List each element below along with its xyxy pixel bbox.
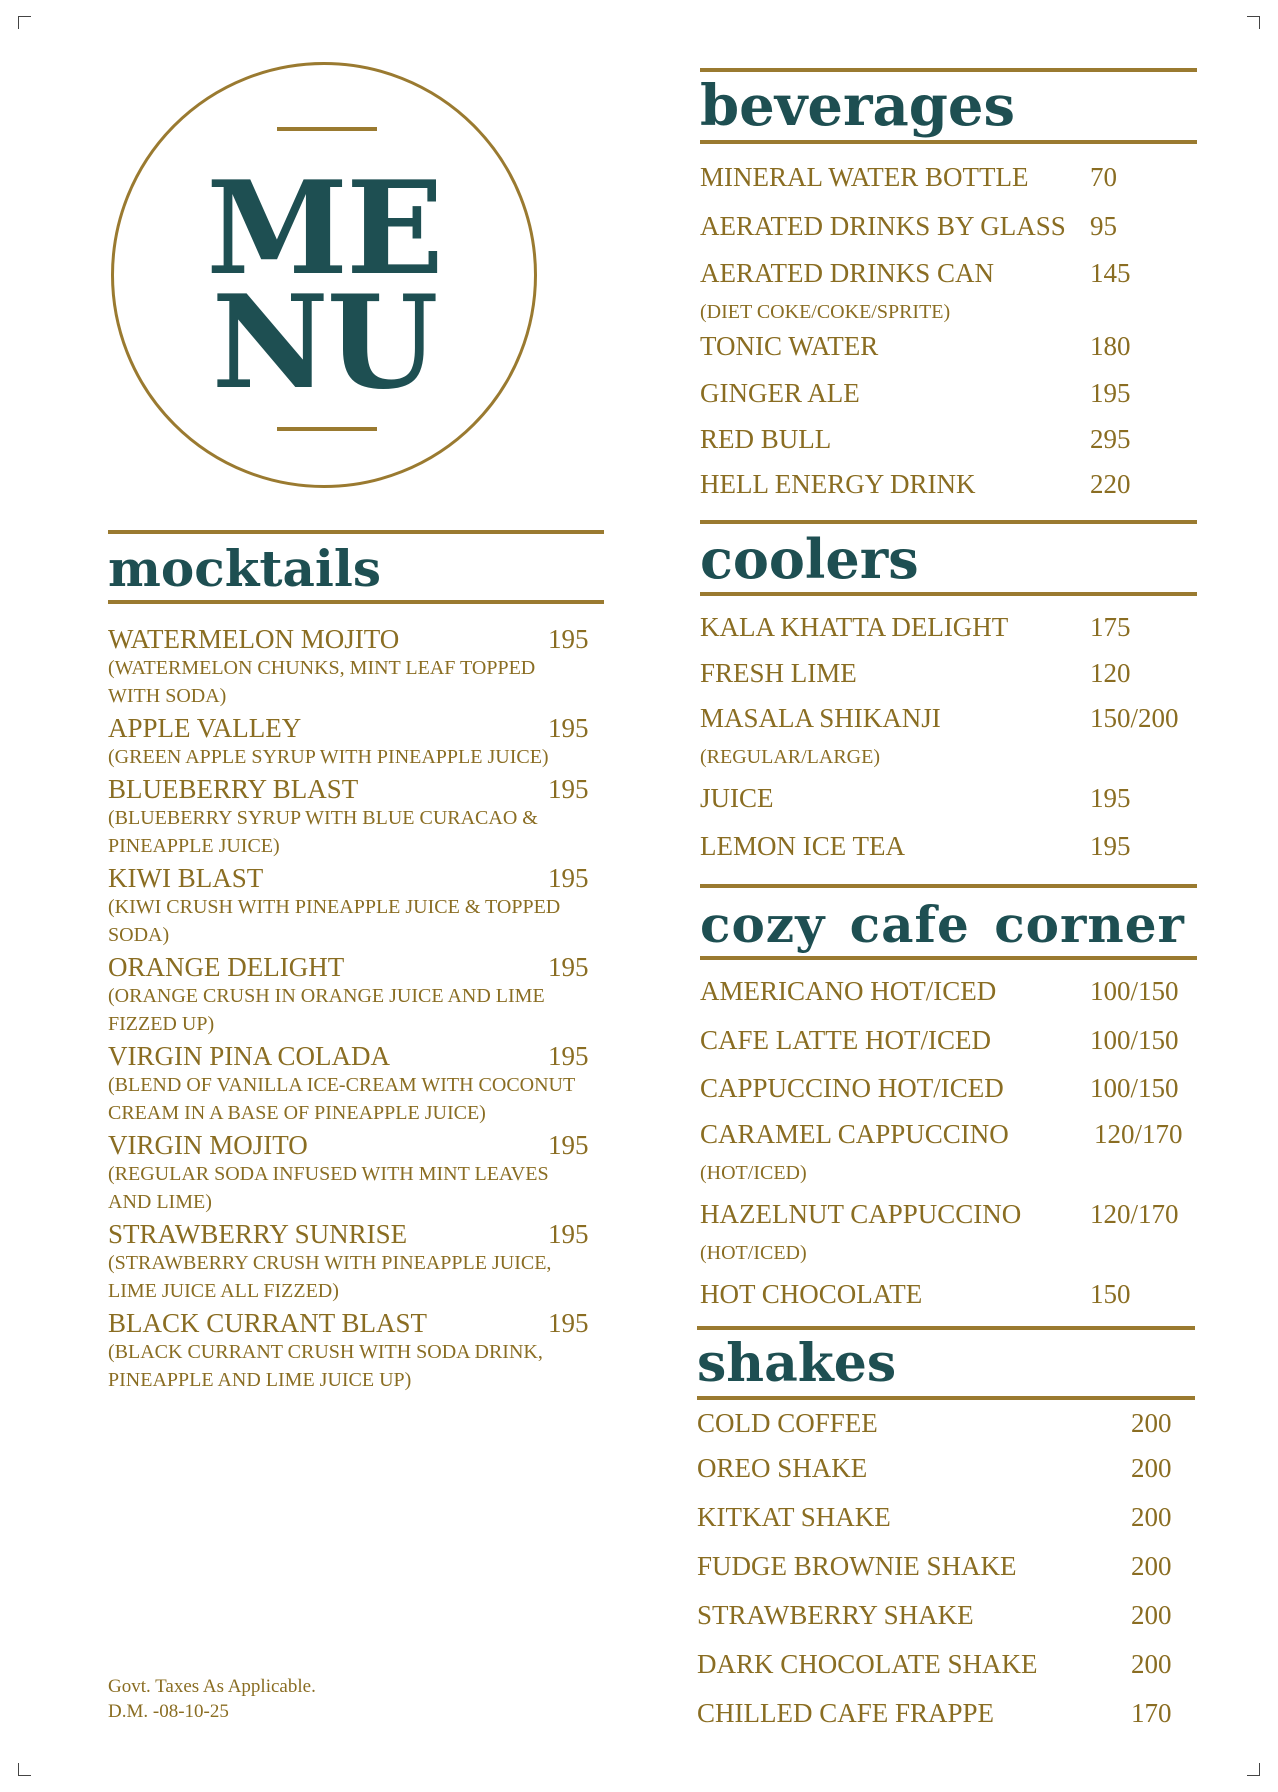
item-description: (REGULAR SODA INFUSED WITH MINT LEAVES	[108, 1163, 549, 1185]
item-name: STRAWBERRY SUNRISE	[108, 1219, 408, 1249]
item-description: (HOT/ICED)	[700, 1242, 807, 1264]
item-description: (DIET COKE/COKE/SPRITE)	[700, 301, 951, 323]
item-price: 220	[1090, 469, 1131, 499]
item-description: (BLUEBERRY SYRUP WITH BLUE CURACAO &	[108, 807, 538, 829]
item-description: WITH SODA)	[108, 685, 227, 707]
section-header	[700, 68, 1197, 144]
item-price: 180	[1090, 331, 1131, 361]
item-name: CHILLED CAFE FRAPPE	[697, 1698, 995, 1728]
item-description: FIZZED UP)	[108, 1013, 215, 1035]
item-price: 100/150	[1090, 1073, 1179, 1103]
item-price: 195	[548, 863, 589, 893]
section-title: mocktails	[108, 539, 381, 598]
item-price: 195	[548, 713, 589, 743]
item-price: 200	[1131, 1600, 1172, 1630]
item-price: 120/170	[1090, 1199, 1179, 1229]
item-price: 195	[1090, 831, 1131, 861]
item-name: HAZELNUT CAPPUCCINO	[700, 1199, 1022, 1229]
item-description: SODA)	[108, 924, 170, 946]
crop-mark	[18, 1763, 31, 1776]
item-price: 150	[1090, 1279, 1131, 1309]
item-description: (REGULAR/LARGE)	[700, 746, 880, 768]
item-price: 195	[548, 1219, 589, 1249]
item-price: 70	[1090, 162, 1117, 192]
item-description: CREAM IN A BASE OF PINEAPPLE JUICE)	[108, 1102, 486, 1124]
item-name: KALA KHATTA DELIGHT	[700, 612, 1009, 642]
item-price: 200	[1131, 1408, 1172, 1438]
item-name: FUDGE BROWNIE SHAKE	[697, 1551, 1017, 1581]
item-description: PINEAPPLE AND LIME JUICE UP)	[108, 1369, 412, 1391]
item-description: LIME JUICE ALL FIZZED)	[108, 1280, 339, 1302]
item-name: ORANGE DELIGHT	[108, 952, 345, 982]
item-price: 145	[1090, 258, 1131, 288]
mocktails-section	[108, 530, 604, 1391]
item-price: 200	[1131, 1551, 1172, 1581]
item-price: 195	[548, 1130, 589, 1160]
item-name: AERATED DRINKS CAN	[700, 258, 995, 288]
item-name: DARK CHOCOLATE SHAKE	[697, 1649, 1038, 1679]
item-price: 150/200	[1090, 703, 1179, 733]
item-name: BLUEBERRY BLAST	[108, 774, 359, 804]
section-title: cozy cafe corner	[700, 895, 1185, 954]
item-name: CAPPUCCINO HOT/ICED	[700, 1073, 1004, 1103]
date-code: D.M. -08-10-25	[108, 1701, 229, 1722]
item-description: (BLEND OF VANILLA ICE-CREAM WITH COCONUT	[108, 1074, 576, 1096]
section-title: shakes	[697, 1333, 897, 1394]
item-price: 195	[1090, 783, 1131, 813]
item-price: 195	[1090, 378, 1131, 408]
item-price: 120	[1090, 658, 1131, 688]
item-name: MASALA SHIKANJI	[700, 703, 941, 733]
item-price: 100/150	[1090, 976, 1179, 1006]
item-description: AND LIME)	[108, 1191, 212, 1213]
item-name: HOT CHOCOLATE	[700, 1279, 923, 1309]
coolers-section	[700, 520, 1197, 861]
item-name: APPLE VALLEY	[108, 713, 302, 743]
item-name: JUICE	[700, 783, 774, 813]
section-header	[697, 1326, 1195, 1400]
item-name: TONIC WATER	[700, 331, 879, 361]
item-name: BLACK CURRANT BLAST	[108, 1308, 428, 1338]
logo-line-2: NU	[211, 268, 437, 418]
item-price: 120/170	[1094, 1119, 1183, 1149]
footer-note	[108, 1674, 316, 1724]
item-name: CAFE LATTE HOT/ICED	[700, 1025, 991, 1055]
item-description: (BLACK CURRANT CRUSH WITH SODA DRINK,	[108, 1341, 543, 1363]
item-description: (GREEN APPLE SYRUP WITH PINEAPPLE JUICE)	[108, 746, 549, 768]
item-name: VIRGIN PINA COLADA	[108, 1041, 390, 1071]
crop-mark	[1247, 1763, 1260, 1776]
item-description: (WATERMELON CHUNKS, MINT LEAF TOPPED	[108, 657, 536, 679]
item-description: (STRAWBERRY CRUSH WITH PINEAPPLE JUICE,	[108, 1252, 552, 1274]
item-name: STRAWBERRY SHAKE	[697, 1600, 974, 1630]
item-price: 95	[1090, 211, 1117, 241]
item-price: 200	[1131, 1649, 1172, 1679]
item-description: (HOT/ICED)	[700, 1162, 807, 1184]
item-name: COLD COFFEE	[697, 1408, 878, 1438]
item-name: LEMON ICE TEA	[700, 831, 905, 861]
beverages-section	[700, 68, 1197, 499]
item-name: KIWI BLAST	[108, 863, 264, 893]
item-price: 195	[548, 774, 589, 804]
item-name: GINGER ALE	[700, 378, 860, 408]
section-header	[700, 520, 1197, 596]
item-price: 200	[1131, 1453, 1172, 1483]
item-price: 195	[548, 1308, 589, 1338]
item-price: 195	[548, 952, 589, 982]
item-description: PINEAPPLE JUICE)	[108, 835, 280, 857]
item-name: CARAMEL CAPPUCCINO	[700, 1119, 1009, 1149]
item-name: WATERMELON MOJITO	[108, 624, 400, 654]
crop-mark	[1247, 16, 1260, 29]
section-title: coolers	[700, 527, 919, 591]
item-name: AMERICANO HOT/ICED	[700, 976, 997, 1006]
cafe-section	[700, 884, 1197, 1309]
logo-rule	[277, 127, 377, 131]
item-price: 295	[1090, 424, 1131, 454]
item-name: VIRGIN MOJITO	[108, 1130, 308, 1160]
item-name: MINERAL WATER BOTTLE	[700, 162, 1029, 192]
item-description: (KIWI CRUSH WITH PINEAPPLE JUICE & TOPPED	[108, 896, 561, 918]
item-price: 100/150	[1090, 1025, 1179, 1055]
item-name: HELL ENERGY DRINK	[700, 469, 976, 499]
shakes-section	[697, 1326, 1195, 1728]
item-price: 195	[548, 624, 589, 654]
item-name: RED BULL	[700, 424, 832, 454]
item-name: OREO SHAKE	[697, 1453, 868, 1483]
item-description: (ORANGE CRUSH IN ORANGE JUICE AND LIME	[108, 985, 545, 1007]
menu-logo	[111, 62, 537, 488]
logo-rule	[277, 427, 377, 431]
item-price: 195	[548, 1041, 589, 1071]
item-price: 200	[1131, 1502, 1172, 1532]
crop-mark	[18, 16, 31, 29]
item-price: 175	[1090, 612, 1131, 642]
logo-line-1: ME	[206, 154, 442, 304]
section-title: beverages	[700, 73, 1016, 139]
section-header	[700, 884, 1197, 960]
item-price: 170	[1131, 1698, 1172, 1728]
item-name: FRESH LIME	[700, 658, 857, 688]
section-header	[108, 530, 604, 604]
tax-note: Govt. Taxes As Applicable.	[108, 1676, 316, 1697]
item-name: AERATED DRINKS BY GLASS	[700, 211, 1066, 241]
item-name: KITKAT SHAKE	[697, 1502, 891, 1532]
